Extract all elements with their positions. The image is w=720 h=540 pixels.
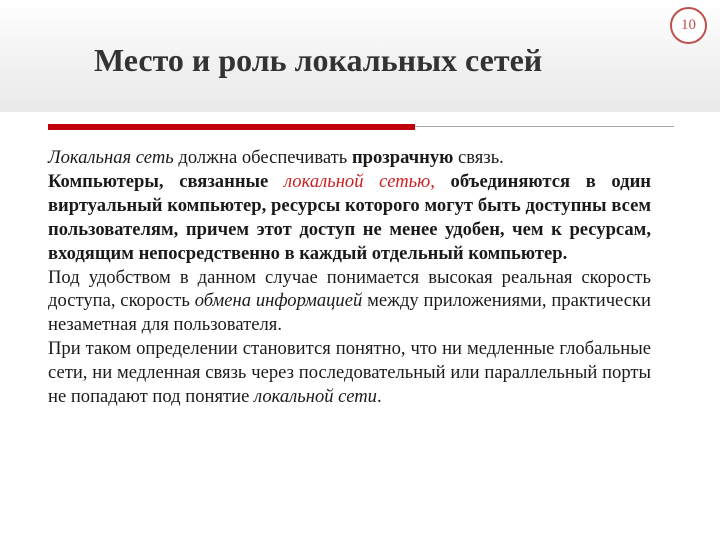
slide-number: 10 — [670, 7, 707, 44]
term-local-network-end: локальной сети — [253, 386, 377, 408]
title-underline-red — [48, 124, 415, 130]
text-span: Под удобством в данном случае понимается высокая реальная скорость доступа, скорость — [48, 266, 651, 312]
text-span: объединяются в один виртуальный компьютер, ресурсы которого могут быть доступны всем пользователям, причем этот доступ не менее удобен, чем к ресурсам, входящим непосредственно в каждый отдельный компьютер. — [48, 170, 651, 264]
term-information-exchange: обмена информацией — [194, 290, 363, 312]
slide-body — [48, 146, 651, 409]
term-transparent: прозрачную — [351, 147, 454, 168]
paragraph-definition — [48, 337, 651, 409]
paragraph-convenience — [48, 266, 651, 338]
text-span: При таком определении становится понятно, что ни медленные глобальные сети, ни медленная связь через последовательный или параллельный порты не попадают под понятие — [48, 338, 651, 408]
text-span: должна обеспечивать — [173, 147, 352, 168]
term-local-network: Локальная сеть — [48, 147, 174, 168]
slide-title: Место и роль локальных сетей — [94, 42, 543, 78]
title-underline-grey — [415, 126, 674, 127]
text-span: между приложениями, практически незаметная для пользователя. — [48, 290, 652, 336]
text-span: . — [376, 386, 382, 408]
paragraph-local-network — [48, 146, 651, 170]
text-span: Компьютеры, связанные — [48, 170, 284, 192]
text-span: связь. — [453, 147, 504, 168]
term-local-network-highlight: локальной сетью, — [283, 170, 435, 192]
paragraph-virtual-computer — [48, 170, 651, 266]
